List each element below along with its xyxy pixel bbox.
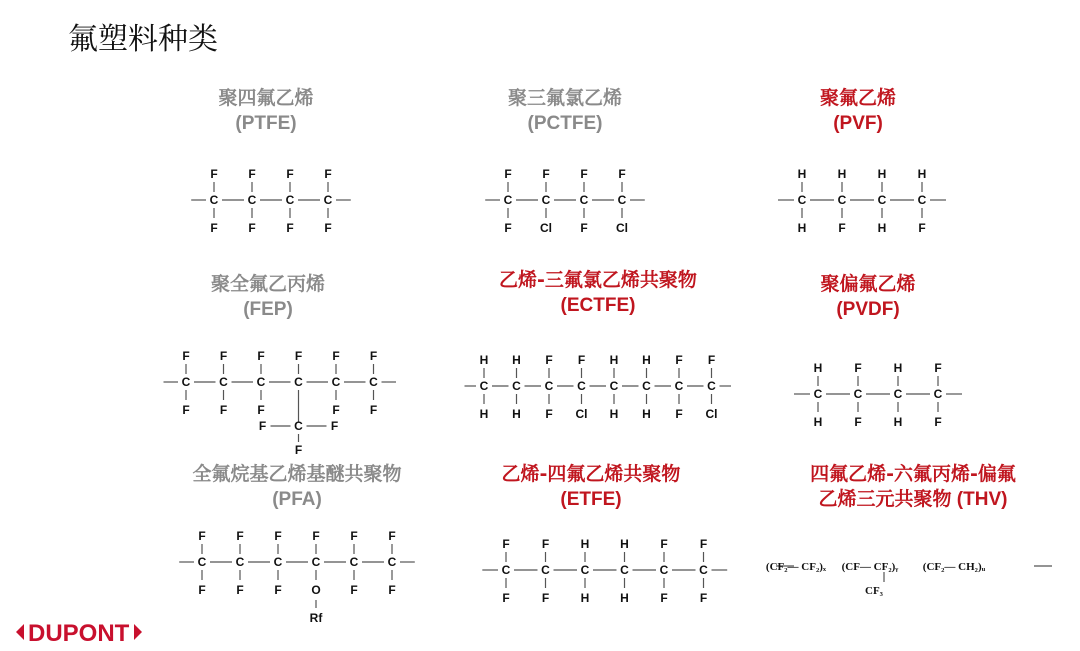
substituent-atom: F bbox=[675, 407, 683, 421]
substituent-atom: F bbox=[854, 415, 862, 429]
substituent-atom: F bbox=[502, 591, 510, 605]
substituent-atom: Cl bbox=[705, 407, 718, 421]
substituent-atom: F bbox=[248, 221, 256, 235]
substituent-atom: F bbox=[675, 353, 683, 367]
substituent-atom: F bbox=[286, 167, 294, 181]
substituent-atom: F bbox=[324, 167, 332, 181]
carbon-atom: C bbox=[219, 375, 228, 389]
thv-segment-1: (CF₂— CF₂)ₓ bbox=[765, 561, 827, 573]
substituent-atom: F bbox=[210, 167, 218, 181]
substituent-atom: F bbox=[854, 361, 862, 375]
carbon-atom: C bbox=[609, 379, 619, 393]
substituent-atom: H bbox=[893, 361, 903, 375]
etfe-label bbox=[441, 462, 741, 512]
pvf-formula bbox=[776, 160, 946, 240]
fep-name: 聚全氟乙丙烯 bbox=[210, 273, 325, 295]
ptfe-label bbox=[116, 86, 416, 136]
carbon-atom: C bbox=[256, 375, 266, 389]
substituent-atom: Cl bbox=[575, 407, 588, 421]
substituent-atom: F bbox=[369, 349, 378, 363]
substituent-atom: Cl bbox=[616, 221, 628, 235]
carbon-atom: C bbox=[699, 563, 708, 577]
substituent-atom: F bbox=[545, 407, 553, 421]
substituent-atom: H bbox=[837, 167, 847, 181]
carbon-atom: C bbox=[580, 563, 590, 577]
etfe-formula bbox=[478, 530, 728, 610]
substituent-atom: H bbox=[620, 537, 629, 551]
substituent-atom: H bbox=[609, 407, 619, 421]
carbon-atom: C bbox=[294, 419, 303, 433]
etfe-abbr: (ETFE) bbox=[560, 489, 622, 510]
carbon-atom: C bbox=[541, 563, 550, 577]
carbon-atom: C bbox=[837, 193, 847, 207]
substituent-atom: F bbox=[541, 591, 550, 605]
substituent-atom: H bbox=[479, 353, 489, 367]
carbon-atom: C bbox=[501, 563, 511, 577]
substituent-atom: F bbox=[699, 591, 708, 605]
carbon-atom: C bbox=[642, 379, 651, 393]
substituent-atom: F bbox=[388, 529, 396, 543]
substituent-atom: F bbox=[258, 419, 267, 433]
slide-title: 氟塑料种类 bbox=[68, 22, 218, 57]
substituent-atom: H bbox=[642, 353, 651, 367]
carbon-atom: C bbox=[617, 193, 627, 207]
pfa-label bbox=[147, 462, 447, 512]
substituent-atom: H bbox=[512, 353, 521, 367]
carbon-atom: C bbox=[579, 193, 589, 207]
fep-formula bbox=[162, 346, 402, 456]
pvdf-abbr: (PVDF) bbox=[836, 299, 900, 320]
carbon-atom: C bbox=[674, 379, 684, 393]
substituent-atom: F bbox=[248, 167, 256, 181]
ptfe-name: 聚四氟乙烯 bbox=[218, 87, 314, 109]
substituent-atom: F bbox=[350, 583, 358, 597]
pendant-group: Rf bbox=[309, 611, 323, 625]
substituent-atom: F bbox=[182, 403, 190, 417]
ptfe-abbr: (PTFE) bbox=[235, 113, 297, 134]
carbon-atom: C bbox=[181, 375, 191, 389]
carbon-atom: C bbox=[544, 379, 554, 393]
ectfe-formula bbox=[470, 346, 730, 426]
substituent-atom: F bbox=[257, 349, 265, 363]
substituent-atom: H bbox=[479, 407, 489, 421]
pvf-label bbox=[708, 86, 1008, 136]
carbon-atom: C bbox=[294, 375, 303, 389]
substituent-atom: F bbox=[660, 537, 668, 551]
substituent-atom: F bbox=[580, 221, 588, 235]
pfa-formula bbox=[182, 528, 422, 628]
substituent-atom: F bbox=[219, 349, 228, 363]
carbon-atom: C bbox=[273, 555, 283, 569]
substituent-atom: F bbox=[312, 529, 320, 543]
pctfe-label bbox=[415, 86, 715, 136]
carbon-atom: C bbox=[331, 375, 341, 389]
substituent-atom: F bbox=[198, 529, 206, 543]
carbon-atom: C bbox=[503, 193, 513, 207]
substituent-atom: F bbox=[274, 583, 282, 597]
substituent-atom: F bbox=[330, 419, 339, 433]
pfa-name: 全氟烷基乙烯基醚共聚物 bbox=[192, 463, 402, 485]
carbon-atom: C bbox=[285, 193, 295, 207]
substituent-atom: F bbox=[257, 403, 265, 417]
substituent-atom: F bbox=[350, 529, 358, 543]
pctfe-formula bbox=[484, 160, 654, 240]
substituent-atom: F bbox=[541, 537, 550, 551]
substituent-atom: H bbox=[813, 361, 823, 375]
substituent-atom: H bbox=[813, 415, 823, 429]
substituent-atom: F bbox=[294, 349, 303, 363]
dupont-logo-text: DUPONT bbox=[28, 620, 130, 647]
thv-pendant: CF₃ bbox=[865, 585, 883, 597]
carbon-atom: C bbox=[369, 375, 378, 389]
substituent-atom: H bbox=[877, 221, 887, 235]
substituent-atom: H bbox=[580, 591, 590, 605]
carbon-atom: C bbox=[479, 379, 489, 393]
dupont-logo bbox=[14, 617, 144, 651]
ectfe-label bbox=[448, 268, 748, 318]
substituent-atom: F bbox=[274, 529, 282, 543]
carbon-atom: C bbox=[659, 563, 669, 577]
carbon-atom: C bbox=[311, 555, 321, 569]
substituent-atom: F bbox=[219, 403, 228, 417]
carbon-atom: C bbox=[707, 379, 716, 393]
ectfe-name: 乙烯-三氟氯乙烯共聚物 bbox=[499, 269, 697, 291]
pctfe-name: 聚三氟氯乙烯 bbox=[507, 87, 622, 109]
substituent-atom: H bbox=[609, 353, 619, 367]
substituent-atom: H bbox=[580, 537, 590, 551]
substituent-atom: F bbox=[580, 167, 588, 181]
substituent-atom: F bbox=[918, 221, 926, 235]
substituent-atom: F bbox=[236, 583, 244, 597]
substituent-atom: F bbox=[660, 591, 668, 605]
substituent-atom: H bbox=[893, 415, 903, 429]
pvdf-name: 聚偏氟乙烯 bbox=[820, 273, 916, 295]
substituent-atom: F bbox=[699, 537, 708, 551]
pvdf-label bbox=[718, 272, 1018, 322]
substituent-atom: F bbox=[332, 349, 340, 363]
carbon-atom: C bbox=[933, 387, 943, 401]
pvf-name: 聚氟乙烯 bbox=[819, 87, 896, 109]
carbon-atom: C bbox=[853, 387, 863, 401]
ptfe-formula bbox=[190, 160, 360, 240]
pvf-abbr: (PVF) bbox=[833, 113, 883, 134]
carbon-atom: C bbox=[247, 193, 257, 207]
etfe-name: 乙烯-四氟乙烯共聚物 bbox=[501, 463, 681, 485]
carbon-atom: C bbox=[797, 193, 807, 207]
substituent-atom: O bbox=[311, 583, 321, 597]
substituent-atom: F bbox=[198, 583, 206, 597]
fep-label bbox=[118, 272, 418, 322]
pctfe-abbr: (PCTFE) bbox=[527, 113, 603, 134]
substituent-atom: F bbox=[210, 221, 218, 235]
substituent-atom: F bbox=[236, 529, 244, 543]
substituent-atom: F bbox=[388, 583, 396, 597]
thv-label bbox=[763, 462, 1063, 512]
carbon-atom: C bbox=[387, 555, 397, 569]
carbon-atom: C bbox=[209, 193, 219, 207]
carbon-atom: C bbox=[323, 193, 333, 207]
substituent-atom: F bbox=[707, 353, 716, 367]
carbon-atom: C bbox=[197, 555, 207, 569]
pfa-abbr: (PFA) bbox=[272, 489, 322, 510]
substituent-atom: F bbox=[934, 415, 942, 429]
substituent-atom: F bbox=[502, 537, 510, 551]
substituent-atom: F bbox=[324, 221, 332, 235]
thv-abbr: 乙烯三元共聚物 (THV) bbox=[818, 489, 1008, 510]
substituent-atom: H bbox=[877, 167, 887, 181]
substituent-atom: F bbox=[542, 167, 550, 181]
fep-abbr: (FEP) bbox=[243, 299, 293, 320]
thv-name: 四氟乙烯-六氟丙烯-偏氟 bbox=[810, 463, 1016, 485]
thv-segment-2: (CF— CF₂)ᵧ bbox=[841, 561, 899, 573]
carbon-atom: C bbox=[620, 563, 629, 577]
substituent-atom: F bbox=[286, 221, 294, 235]
carbon-atom: C bbox=[235, 555, 245, 569]
carbon-atom: C bbox=[893, 387, 903, 401]
substituent-atom: F bbox=[545, 353, 553, 367]
carbon-atom: C bbox=[917, 193, 927, 207]
carbon-atom: C bbox=[577, 379, 586, 393]
carbon-atom: C bbox=[349, 555, 359, 569]
substituent-atom: H bbox=[642, 407, 651, 421]
substituent-atom: F bbox=[332, 403, 340, 417]
substituent-atom: F bbox=[934, 361, 942, 375]
carbon-atom: C bbox=[512, 379, 521, 393]
pvdf-formula bbox=[792, 350, 962, 430]
substituent-atom: F bbox=[618, 167, 626, 181]
substituent-atom: H bbox=[512, 407, 521, 421]
substituent-atom: F bbox=[577, 353, 586, 367]
thv-segment-3: (CF₂— CH₂)ᵤ bbox=[922, 561, 986, 573]
substituent-atom: F bbox=[294, 443, 303, 457]
carbon-atom: C bbox=[813, 387, 823, 401]
substituent-atom: F bbox=[182, 349, 190, 363]
substituent-atom: H bbox=[797, 221, 807, 235]
substituent-atom: H bbox=[917, 167, 927, 181]
substituent-atom: Cl bbox=[540, 221, 552, 235]
substituent-atom: F bbox=[504, 221, 512, 235]
thv-formula bbox=[765, 550, 1056, 600]
substituent-atom: F bbox=[838, 221, 846, 235]
substituent-atom: H bbox=[797, 167, 807, 181]
ectfe-abbr: (ECTFE) bbox=[560, 295, 636, 316]
substituent-atom: H bbox=[620, 591, 629, 605]
carbon-atom: C bbox=[541, 193, 551, 207]
substituent-atom: F bbox=[504, 167, 512, 181]
substituent-atom: F bbox=[369, 403, 378, 417]
carbon-atom: C bbox=[877, 193, 887, 207]
